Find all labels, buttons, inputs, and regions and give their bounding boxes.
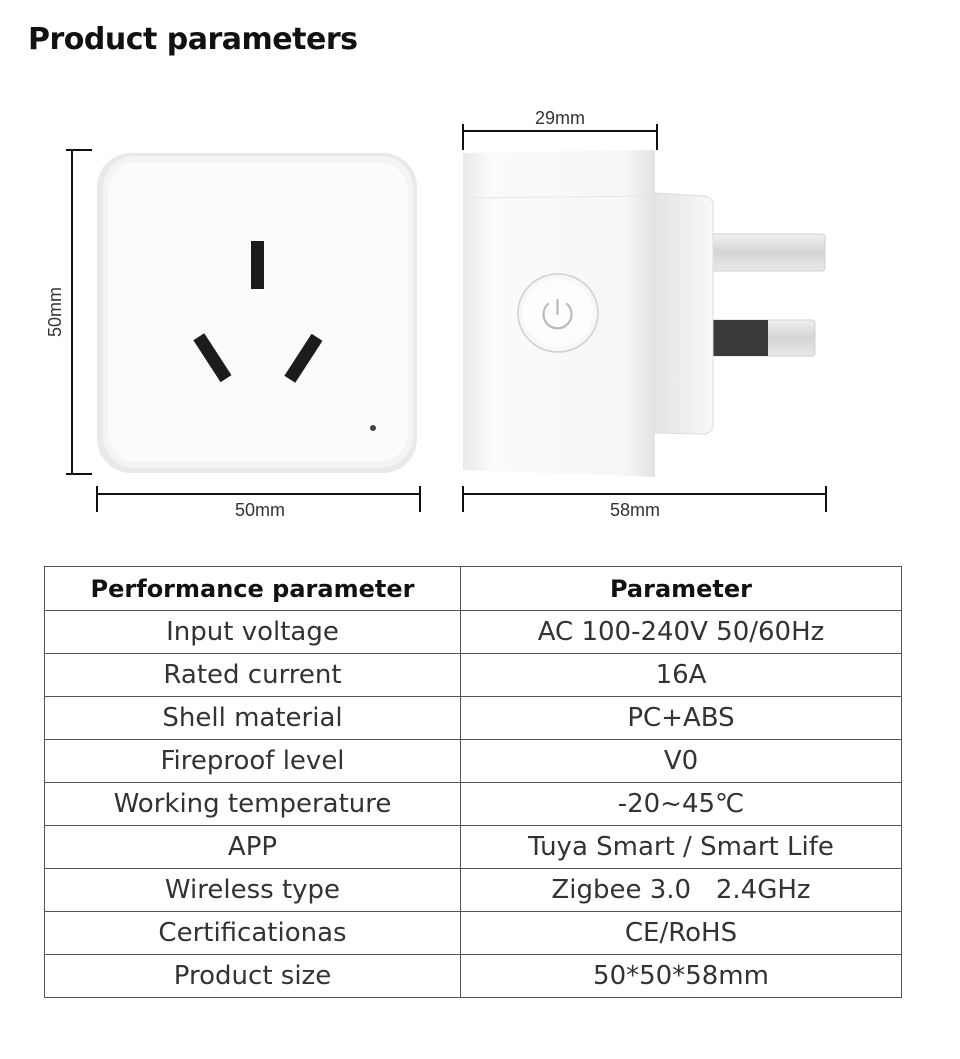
top-prong [700,234,825,271]
table-row [45,611,902,654]
front-view [97,153,417,473]
height-dimension [45,150,92,474]
row-value: PC+ABS [461,697,902,740]
bottom-prong-insulation [713,320,768,356]
front-width-label: 50mm [234,500,286,520]
table-row [45,697,902,740]
table-row [45,740,902,783]
table-row [45,826,902,869]
row-label: Product size [45,955,461,998]
table-row [45,955,902,998]
table-row [45,654,902,697]
table-header-row [45,567,902,611]
row-label: Working temperature [45,783,461,826]
power-button [518,274,598,352]
row-label: Rated current [45,654,461,697]
row-value: 16A [461,654,902,697]
table-row [45,869,902,912]
status-led [370,425,376,431]
width-dimension [97,486,420,520]
row-value: -20~45℃ [461,783,902,826]
side-depth-label: 58mm [609,500,661,520]
row-value: V0 [461,740,902,783]
row-label: Certificationas [45,912,461,955]
row-label: Input voltage [45,611,461,654]
total-depth-dimension [463,486,826,520]
row-value: AC 100-240V 50/60Hz [461,611,902,654]
body-depth-dimension [463,108,657,150]
side-body-label: 29mm [534,108,586,128]
row-label: Fireproof level [45,740,461,783]
row-value: CE/RoHS [461,912,902,955]
socket-earth-slot [251,241,264,289]
table-row [45,783,902,826]
row-label: APP [45,826,461,869]
spec-table [44,566,902,998]
row-value: Zigbee 3.0 2.4GHz [461,869,902,912]
row-value: Tuya Smart / Smart Life [461,826,902,869]
row-label: Shell material [45,697,461,740]
page-title: Product parameters [28,22,358,57]
header-parameter: Parameter [461,567,902,611]
table-row [45,912,902,955]
row-value: 50*50*58mm [461,955,902,998]
header-performance-parameter: Performance parameter [45,567,461,611]
front-height-label: 50mm [45,286,65,338]
side-view [463,150,825,477]
row-label: Wireless type [45,869,461,912]
